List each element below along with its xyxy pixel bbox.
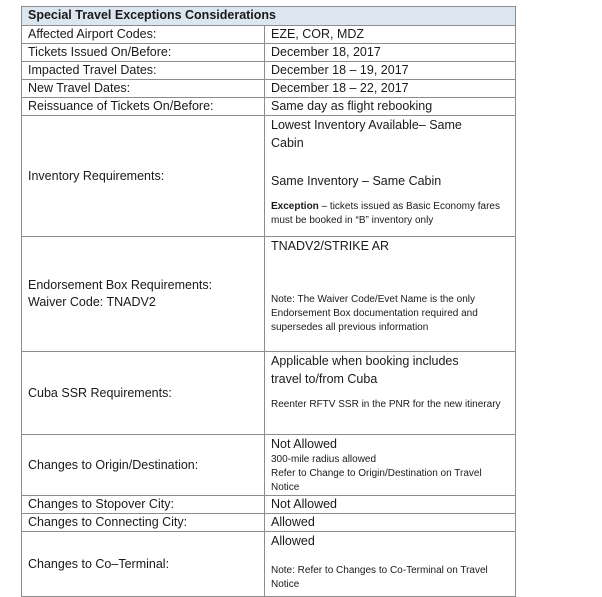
table-row-coterminal bbox=[22, 532, 516, 597]
coterminal-note: Note: Refer to Changes to Co-Terminal on Travel Notice bbox=[271, 565, 488, 590]
origin-note1: 300-mile radius allowed bbox=[271, 454, 377, 465]
exceptions-document bbox=[21, 6, 515, 597]
coterminal-value bbox=[265, 532, 516, 597]
origin-label: Changes to Origin/Destination: bbox=[22, 435, 265, 496]
inventory-label: Inventory Requirements: bbox=[22, 116, 265, 237]
stopover-label: Changes to Stopover City: bbox=[22, 496, 265, 514]
stopover-value: Not Allowed bbox=[265, 496, 516, 514]
table-row bbox=[22, 98, 516, 116]
row-value: December 18 – 22, 2017 bbox=[265, 80, 516, 98]
endorsement-label-line1: Endorsement Box Requirements: bbox=[28, 278, 213, 292]
table-row-endorsement bbox=[22, 237, 516, 352]
inventory-line1: Lowest Inventory Available– Same Cabin bbox=[271, 118, 462, 150]
connecting-label: Changes to Connecting City: bbox=[22, 514, 265, 532]
exceptions-table bbox=[21, 6, 516, 597]
table-row-inventory bbox=[22, 116, 516, 237]
inventory-value bbox=[265, 116, 516, 237]
exception-bold: Exception bbox=[271, 201, 319, 212]
row-label: Impacted Travel Dates: bbox=[22, 62, 265, 80]
table-row-origin bbox=[22, 435, 516, 496]
table-title: Special Travel Exceptions Considerations bbox=[22, 7, 516, 26]
exception-text: – tickets issued as Basic Economy fares must be booked in “B” inventory only bbox=[271, 201, 500, 226]
row-label: Affected Airport Codes: bbox=[22, 26, 265, 44]
endorsement-note: Note: The Waiver Code/Evet Name is the only Endorsement Box documentation required and supersedes all previous information bbox=[271, 294, 478, 333]
row-value: December 18, 2017 bbox=[265, 44, 516, 62]
coterminal-label: Changes to Co–Terminal: bbox=[22, 532, 265, 597]
cuba-note: Reenter RFTV SSR in the PNR for the new itinerary bbox=[271, 399, 501, 410]
connecting-value: Allowed bbox=[265, 514, 516, 532]
endorsement-label-line2: Waiver Code: TNADV2 bbox=[28, 295, 156, 309]
row-value: December 18 – 19, 2017 bbox=[265, 62, 516, 80]
origin-text: Not Allowed bbox=[271, 437, 338, 451]
cuba-value bbox=[265, 352, 516, 435]
table-row bbox=[22, 80, 516, 98]
table-row bbox=[22, 44, 516, 62]
table-row bbox=[22, 514, 516, 532]
table-row-cuba bbox=[22, 352, 516, 435]
origin-value bbox=[265, 435, 516, 496]
cuba-label: Cuba SSR Requirements: bbox=[22, 352, 265, 435]
origin-note2: Refer to Change to Origin/Destination on Travel Notice bbox=[271, 468, 482, 493]
row-value: Same day as flight rebooking bbox=[265, 98, 516, 116]
coterminal-text: Allowed bbox=[271, 534, 315, 548]
row-label: New Travel Dates: bbox=[22, 80, 265, 98]
row-label: Tickets Issued On/Before: bbox=[22, 44, 265, 62]
endorsement-label bbox=[22, 237, 265, 352]
table-row bbox=[22, 62, 516, 80]
endorsement-code: TNADV2/STRIKE AR bbox=[271, 239, 390, 253]
row-label: Reissuance of Tickets On/Before: bbox=[22, 98, 265, 116]
table-row bbox=[22, 496, 516, 514]
row-value: EZE, COR, MDZ bbox=[265, 26, 516, 44]
inventory-exception bbox=[271, 200, 511, 228]
table-header-row bbox=[22, 7, 516, 26]
cuba-text: Applicable when booking includes travel to/from Cuba bbox=[271, 354, 459, 386]
table-row bbox=[22, 26, 516, 44]
endorsement-value bbox=[265, 237, 516, 352]
inventory-line2: Same Inventory – Same Cabin bbox=[271, 174, 442, 188]
